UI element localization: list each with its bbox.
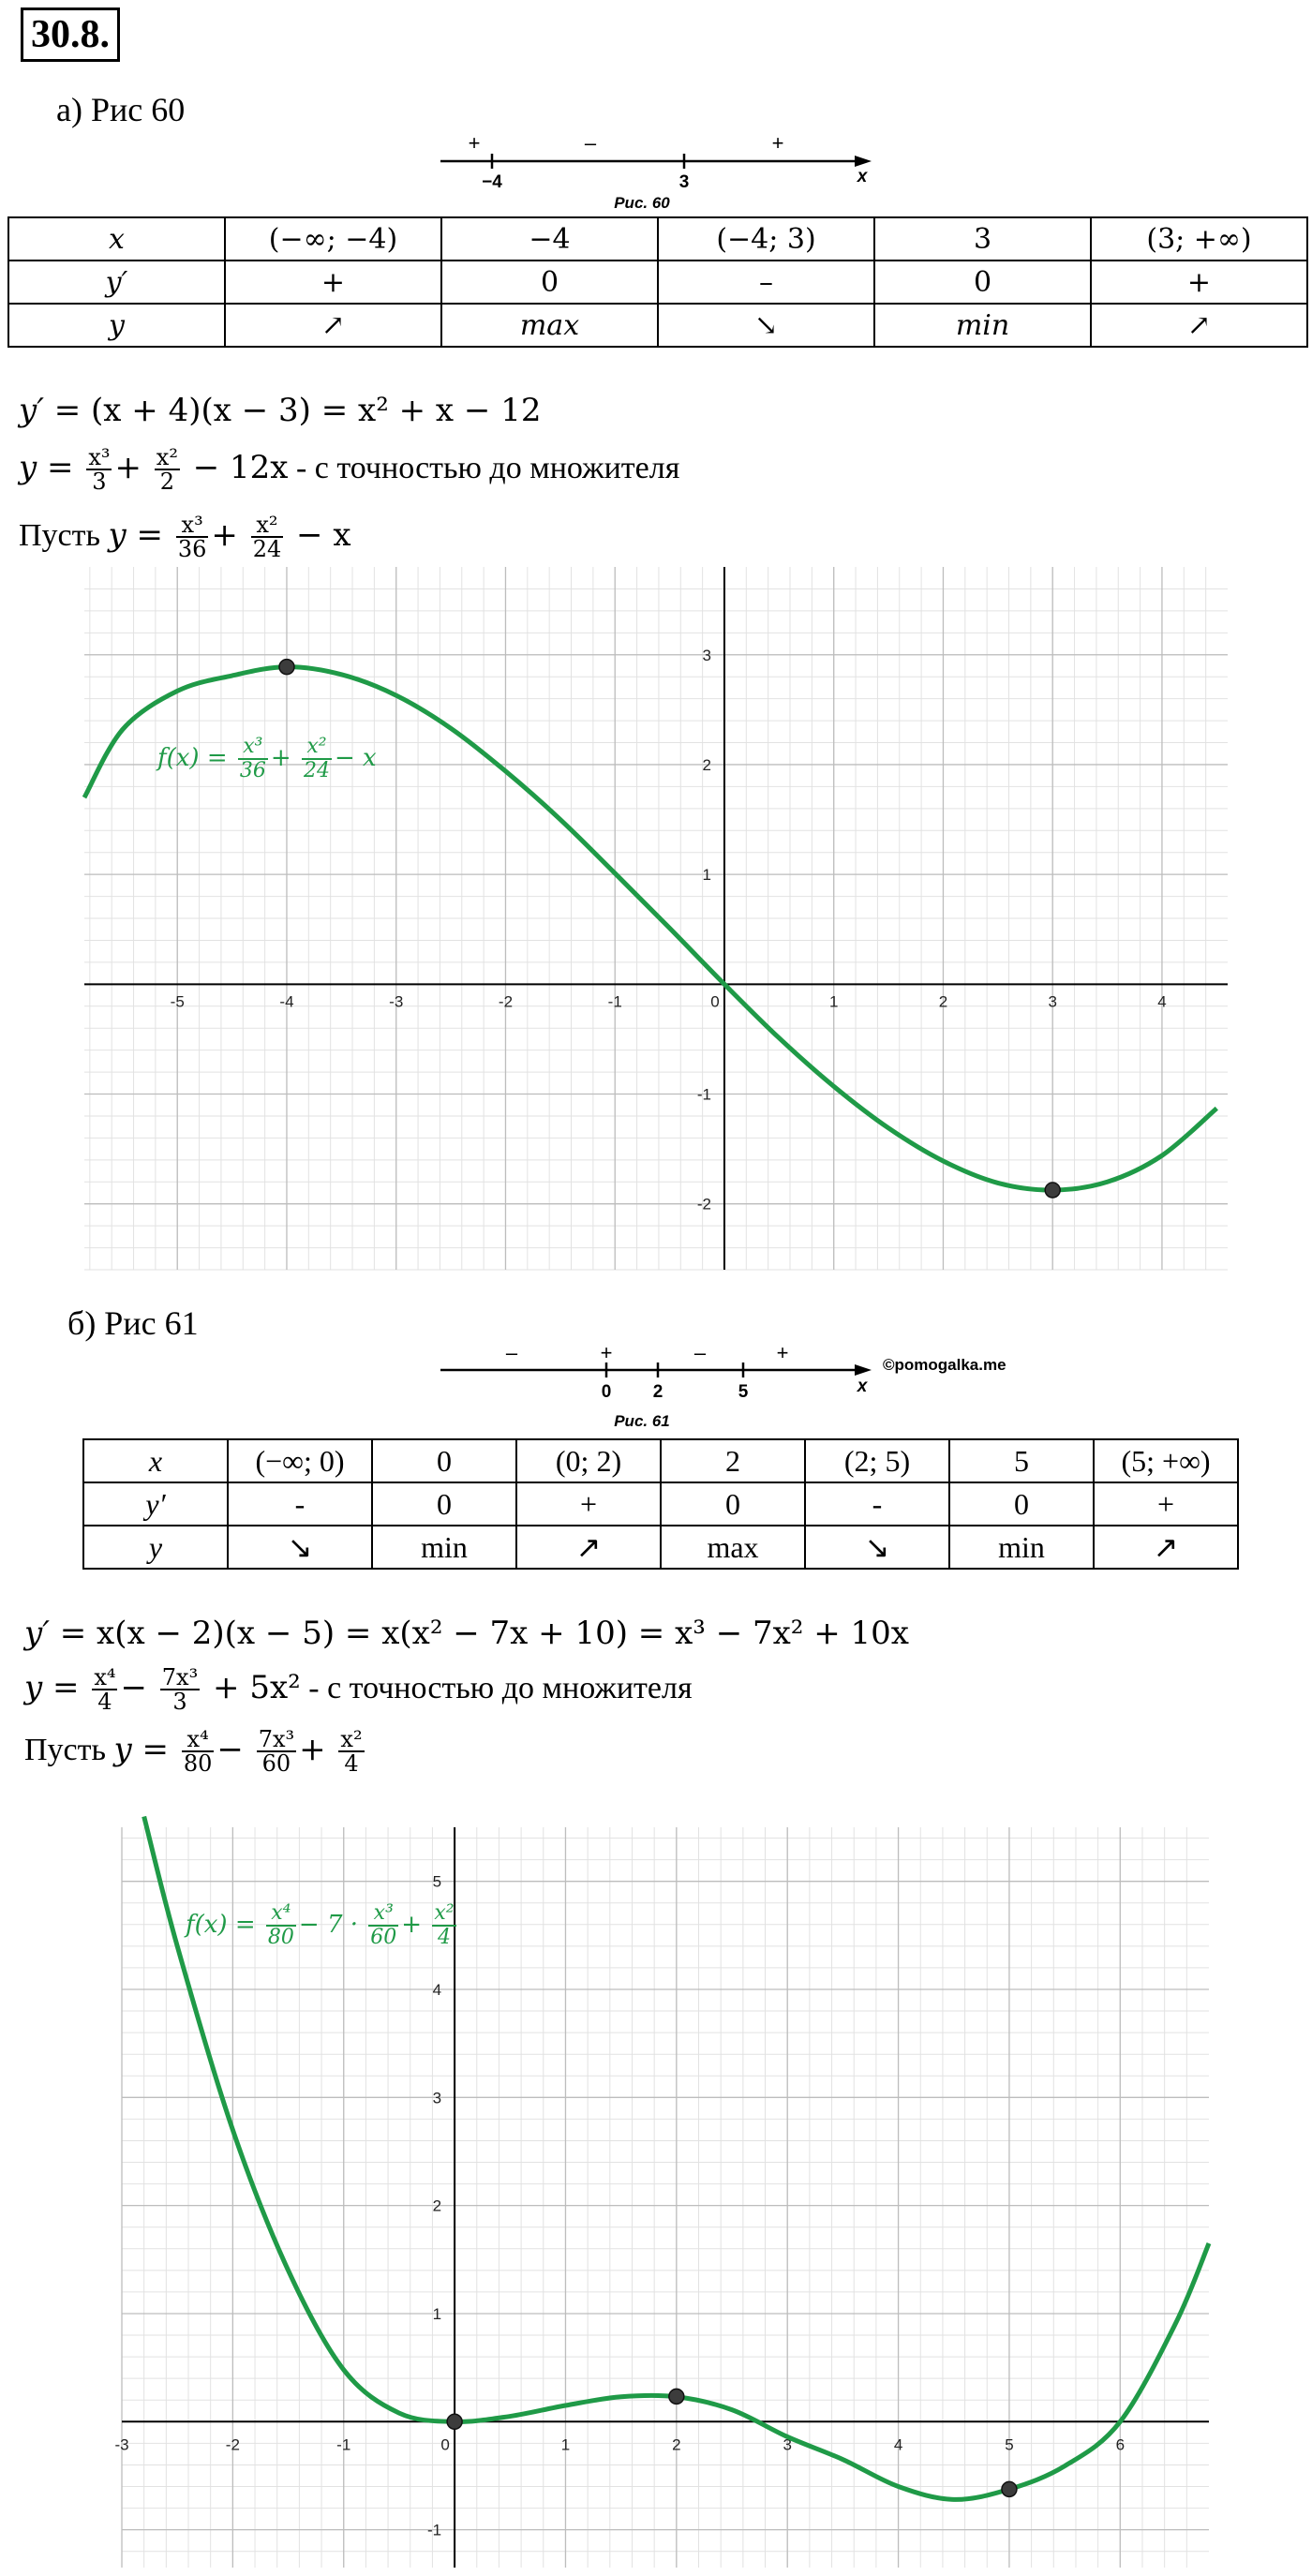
x-tick-label: 0 (710, 992, 720, 1011)
y-tick-label: 4 (432, 1980, 442, 1999)
x-tick-label: 4 (893, 2435, 903, 2454)
table-cell: y′ (83, 1482, 228, 1526)
y-tick-label: 1 (702, 866, 711, 885)
x-tick-label: 2 (672, 2435, 681, 2454)
table-cell: 2 (661, 1439, 805, 1482)
part-b-label: б) Рис 61 (67, 1304, 199, 1342)
table-row (83, 1439, 1238, 1482)
table-cell: (−∞; 0) (228, 1439, 372, 1482)
x-tick-label: 0 (440, 2435, 450, 2454)
number-line-point-label: 5 (738, 1382, 749, 1402)
y-tick-label: -1 (696, 1085, 711, 1104)
x-tick-label: 4 (1157, 992, 1167, 1011)
x-tick-label: 2 (938, 992, 948, 1011)
table-cell: (2; 5) (805, 1439, 949, 1482)
problem-number: 30.8. (21, 7, 120, 62)
number-line-sign: – (584, 131, 597, 155)
table-row (83, 1526, 1238, 1569)
table-cell: 3 (874, 217, 1091, 261)
number-line-sign: + (776, 1341, 789, 1364)
part-a-antiderivative-equation: y = $\frac{\text{x³}}{3}$ + $\frac{\text{x²}}{2}$ − 12x - с точностью до множителя (19, 444, 680, 495)
y-tick-label: 3 (702, 646, 711, 664)
extremum-point (1045, 1183, 1060, 1198)
table-cell: 0 (372, 1482, 516, 1526)
table-cell: – (658, 261, 874, 304)
table-cell: 0 (874, 261, 1091, 304)
number-line-sign: + (771, 131, 784, 155)
part-b-sign-table (82, 1438, 1239, 1570)
table-cell: min (372, 1526, 516, 1569)
x-tick-label: -3 (114, 2435, 129, 2454)
y-tick-label: 2 (432, 2196, 442, 2215)
x-tick-label: 1 (828, 992, 839, 1011)
part-a-number-line (431, 124, 881, 217)
table-cell: - (805, 1482, 949, 1526)
x-tick-label: -3 (389, 992, 404, 1011)
table-cell: min (949, 1526, 1094, 1569)
table-cell: 0 (441, 261, 658, 304)
arrow-icon (855, 156, 872, 167)
part-a-graph-function-label: f(x) = $\frac{\text{x³}}{36}$ + $\frac{\text{x²}}{24}$ − x (157, 735, 377, 782)
table-cell: ↘ (805, 1526, 949, 1569)
table-cell: (5; +∞) (1094, 1439, 1238, 1482)
table-cell: (−4; 3) (658, 217, 874, 261)
y-tick-label: 5 (432, 1872, 442, 1891)
number-line-point-label: 3 (678, 172, 690, 192)
table-row (8, 261, 1307, 304)
figure-caption: Рис. 60 (614, 194, 670, 212)
table-cell: ↗ (1094, 1526, 1238, 1569)
extremum-point (669, 2389, 684, 2404)
x-tick-label: 3 (783, 2435, 792, 2454)
table-cell: + (1094, 1482, 1238, 1526)
part-b-graph-function-label: f(x) = $\frac{\text{x⁴}}{80}$ − 7 · $\frac{\text{x³}}{60}$ + $\frac{\text{x²}}{4}$ (186, 1901, 455, 1949)
table-cell: ↘ (228, 1526, 372, 1569)
number-line-point-label: 0 (601, 1382, 612, 1402)
table-row (83, 1482, 1238, 1526)
part-a-derivative-equation: y′ = (x + 4)(x − 3) = x² + x − 12 (19, 392, 542, 429)
part-a-label: а) Рис 60 (56, 91, 186, 128)
part-b-derivative-equation: y′ = x(x − 2)(x − 5) = x(x² − 7x + 10) = x³ − 7x² + 10x (24, 1615, 909, 1652)
table-cell: max (441, 304, 658, 347)
watermark: ©pomogalka.me (883, 1356, 1006, 1374)
extremum-point (1002, 2481, 1017, 2496)
part-b-chosen-function: Пусть y = $\frac{\text{x⁴}}{80}$ − $\frac{\text{7x³}}{60}$ + $\frac{\text{x²}}{4}$ (24, 1726, 363, 1777)
figure-caption: Рис. 61 (614, 1412, 670, 1430)
number-line-sign: – (693, 1341, 707, 1364)
table-cell: x (83, 1439, 228, 1482)
x-tick-label: 3 (1048, 992, 1057, 1011)
table-cell: y (8, 304, 225, 347)
x-tick-label: -4 (279, 992, 294, 1011)
table-cell: (−∞; −4) (225, 217, 441, 261)
table-cell: y′ (8, 261, 225, 304)
table-cell: 0 (949, 1482, 1094, 1526)
number-line-point-label: 2 (652, 1382, 663, 1402)
table-cell: - (228, 1482, 372, 1526)
table-cell: + (516, 1482, 661, 1526)
table-cell: ↗ (516, 1526, 661, 1569)
part-a-chosen-function: Пусть y = $\frac{\text{x³}}{36}$ + $\frac{\text{x²}}{24}$ − x (19, 512, 351, 562)
x-tick-label: 5 (1005, 2435, 1014, 2454)
table-cell: ↗ (1091, 304, 1307, 347)
arrow-icon (855, 1364, 872, 1376)
y-tick-label: -1 (426, 2521, 442, 2539)
part-a-function-graph (84, 567, 1228, 1270)
table-cell: min (874, 304, 1091, 347)
table-cell: x (8, 217, 225, 261)
y-tick-label: 3 (432, 2089, 442, 2107)
table-cell: −4 (441, 217, 658, 261)
number-line-axis-label: x (857, 1377, 868, 1396)
x-tick-label: 1 (560, 2435, 571, 2454)
part-b-antiderivative-equation: y = $\frac{\text{x⁴}}{4}$ − $\frac{\text{7x³}}{3}$ + 5x² - с точностью до множителя (24, 1664, 693, 1715)
number-line-axis-label: x (857, 167, 868, 186)
table-cell: 5 (949, 1439, 1094, 1482)
number-line-sign: + (468, 131, 481, 155)
extremum-point (447, 2414, 462, 2429)
x-tick-label: -1 (607, 992, 622, 1011)
table-cell: + (1091, 261, 1307, 304)
number-line-point-label: −4 (482, 172, 502, 192)
table-cell: ↘ (658, 304, 874, 347)
table-row (8, 304, 1307, 347)
table-cell: (0; 2) (516, 1439, 661, 1482)
number-line-sign: – (505, 1341, 518, 1364)
x-tick-label: 6 (1115, 2435, 1126, 2454)
x-tick-label: -5 (170, 992, 185, 1011)
table-cell: + (225, 261, 441, 304)
part-b-number-line (431, 1342, 1087, 1436)
x-tick-label: -2 (498, 992, 514, 1011)
part-a-sign-table (7, 216, 1308, 348)
table-row (8, 217, 1307, 261)
table-cell: y (83, 1526, 228, 1569)
y-tick-label: -2 (696, 1195, 711, 1214)
y-tick-label: 2 (702, 755, 711, 774)
table-cell: 0 (372, 1439, 516, 1482)
extremum-point (279, 660, 294, 675)
table-cell: 0 (661, 1482, 805, 1526)
x-tick-label: -1 (336, 2435, 351, 2454)
table-cell: max (661, 1526, 805, 1569)
table-cell: ↗ (225, 304, 441, 347)
number-line-sign: + (600, 1341, 613, 1364)
y-tick-label: 1 (432, 2304, 442, 2323)
x-tick-label: -2 (225, 2435, 240, 2454)
table-cell: (3; +∞) (1091, 217, 1307, 261)
